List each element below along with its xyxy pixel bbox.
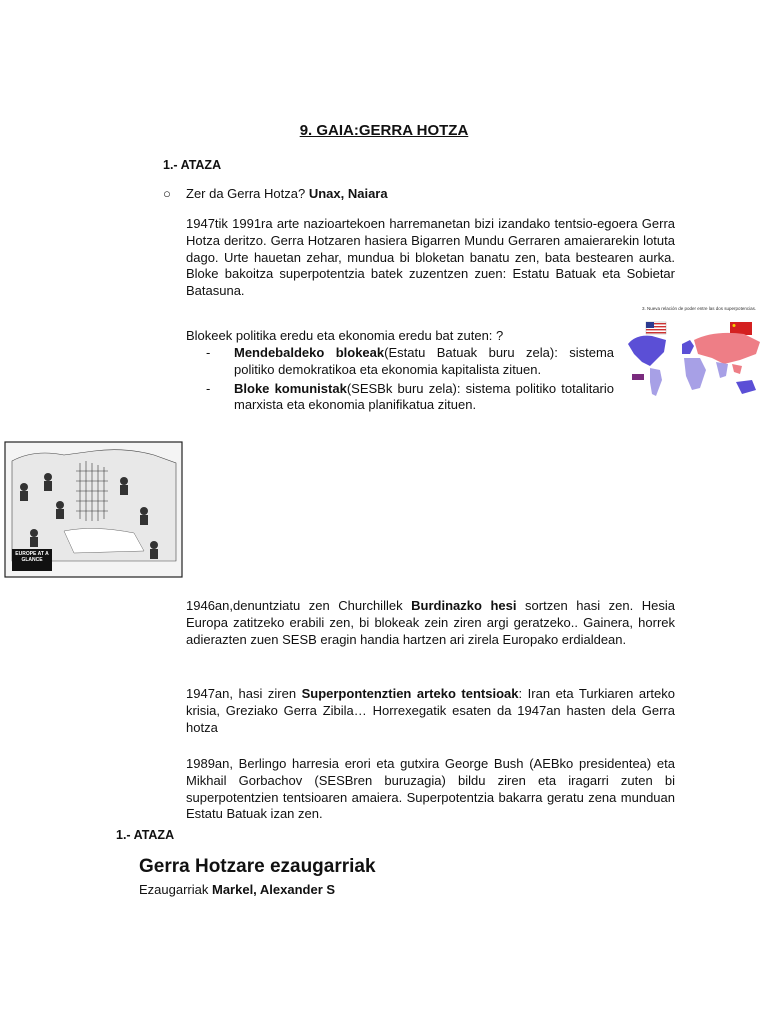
section-subline xyxy=(139,882,335,897)
blocs-list xyxy=(206,345,614,416)
southeast-asia-shape xyxy=(732,364,742,374)
map-legend-swatch xyxy=(632,374,644,380)
question-bullet-icon: ○ xyxy=(163,186,171,201)
paragraph-text: : Iran eta Turkiaren arteko krisia, Greziako Gerra Zibila… Horrexegatik esaten da 1947an hasten dela Gerra hotza xyxy=(186,686,676,735)
south-america-shape xyxy=(650,368,662,396)
task-label-2: 1.- ATAZA xyxy=(116,828,175,842)
list-item-rest: (Estatu Batuak buru zela): sistema politiko demokratikoa eta ekonomia kapitalista zituen. xyxy=(234,345,615,377)
europe-cartoon-figure xyxy=(4,441,183,578)
intro-paragraph: 1947tik 1991ra arte nazioartekoen harremanetan bizi izandako tentsio-egoera Gerra Hotza deritzo. Gerra Hotzaren hasiera Bigarren Mundu Gerraren amaierarekin lotuta dago. Urte hauetan zehar, mundua bi bloketan banatu zen, bata bestearen aurka. Bloke bakoitza superpotentzia batek zuzentzen zuen: Estatu Batuak eta Sobietar Batasuna. xyxy=(186,216,675,299)
dash-marker: - xyxy=(206,345,211,360)
paragraph-text: sortzen hasi zen. Hesia Europa zatitzeko erabili zen, bi blokeak zein ziren argi geratzeko.. Gainera, horrek adierazten zuen SESB eragin handia hartzen ari zirela Europako erdialdean. xyxy=(186,598,675,647)
list-item-bold: Mendebaldeko blokeak xyxy=(234,345,385,360)
us-flag-icon xyxy=(646,322,666,334)
australia-shape xyxy=(736,380,756,394)
list-item-bold: Bloke komunistak xyxy=(234,380,347,396)
cartoon-sign-text: EUROPE AT A GLANCE xyxy=(15,551,49,563)
subline-authors: Markel, Alexander S xyxy=(211,882,336,897)
paragraph-bold: Burdinazko hesi xyxy=(411,598,517,613)
end-paragraph: 1989an, Berlingo harresia erori eta gutxira George Bush (AEBko presidentea) eta Mikhail Gorbachov (SESBren buruzagia) bildu ziren eta iragarri zuten bi superpotentzien tentsioaren amaiera. Superpotentzia bakarra geratu zena munduan Estatu Batuak izan zen. xyxy=(186,756,675,822)
africa-shape xyxy=(684,358,706,390)
subline-text: Ezaugarriak xyxy=(139,882,212,897)
question-text: Zer da Gerra Hotza? xyxy=(186,186,309,201)
eastern-bloc-shape xyxy=(694,333,760,364)
dash-marker: - xyxy=(206,380,211,396)
list-item xyxy=(206,381,614,415)
list-item-rest: (SESBk buru zela): sistema politiko totalitario marxista eta ekonomia planifikatua zituen. xyxy=(234,380,614,413)
blocs-paragraph: Blokeek politika eredu eta ekonomia eredu bat zuten: ? xyxy=(186,328,504,343)
section-heading: Gerra Hotzare ezaugarriak xyxy=(139,856,376,877)
paragraph-text: 1947an, hasi ziren xyxy=(186,686,302,701)
south-asia-shape xyxy=(716,362,728,378)
page-title: 9. GAIA:GERRA HOTZA xyxy=(299,122,469,139)
world-map-svg xyxy=(624,304,768,404)
north-america-shape xyxy=(628,336,666,366)
world-map-figure xyxy=(624,304,768,404)
list-item xyxy=(206,345,614,379)
tensions-paragraph xyxy=(186,686,675,736)
task-label: 1.- ATAZA xyxy=(163,158,222,172)
iron-curtain-paragraph xyxy=(186,598,675,648)
western-europe-shape xyxy=(682,340,694,354)
question-line xyxy=(186,186,388,203)
map-caption: 3. Nueva relación de poder entre las dos superpotencias. xyxy=(642,306,757,311)
paragraph-text: 1946an,denuntziatu zen Churchillek xyxy=(186,598,412,613)
paragraph-bold: Superpontenztien arteko tentsioak xyxy=(301,686,519,701)
list-item-text xyxy=(234,345,614,379)
question-authors: Unax, Naiara xyxy=(308,186,388,201)
list-item-text xyxy=(234,381,614,415)
